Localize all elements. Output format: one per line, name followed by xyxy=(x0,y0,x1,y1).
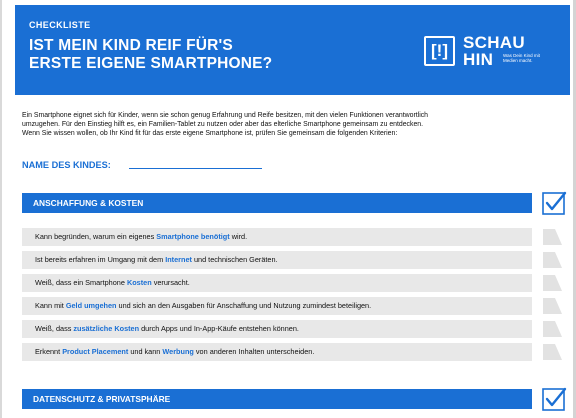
title-line-1: IST MEIN KIND REIF FÜR'S xyxy=(29,37,233,54)
section-header-datenschutz: DATENSCHUTZ & PRIVATSPHÄRE xyxy=(22,389,532,409)
checkbox-icon[interactable] xyxy=(541,228,563,246)
page-header xyxy=(15,5,570,95)
checkmark-square-icon xyxy=(541,386,567,412)
checklist-item: Erkennt Product Placement und kann Werbung von anderen Inhalten unterscheiden. xyxy=(22,343,532,361)
checkmark-square-icon xyxy=(541,190,567,216)
intro-line-2: umzugehen. Für den Einstieg hilft es, ein Familien-Tablet zu nutzen oder aber das elterliche Smartphone gemeinsam zu entdecken. xyxy=(22,121,424,129)
checkbox-icon[interactable] xyxy=(541,251,563,269)
intro-line-1: Ein Smartphone eignet sich für Kinder, wenn sie schon genug Erfahrung und Reife besitzen, mit den vielen Funktionen verantwortlich xyxy=(22,112,429,119)
checklist-item: Kann begründen, warum ein eigenes Smartphone benötigt wird. xyxy=(22,228,532,246)
checklist-item: Ist bereits erfahren im Umgang mit dem Internet und technischen Geräten. xyxy=(22,251,532,269)
intro-line-3: Wenn Sie wissen wollen, ob Ihr Kind fit für das erste eigene Smartphone ist, prüfen Sie gemeinsam die folgenden Kriterien: xyxy=(22,130,398,138)
child-name-label: NAME DES KINDES: xyxy=(22,160,111,170)
checkbox-icon[interactable] xyxy=(541,274,563,292)
logo-tagline: Was Dein Kind mit Medien macht. xyxy=(503,53,540,63)
logo-word-hin: HIN xyxy=(463,50,494,69)
title-line-2: ERSTE EIGENE SMARTPHONE? xyxy=(29,54,273,72)
intro-text xyxy=(22,111,542,139)
checklist-item: Kann mit Geld umgehen und sich an den Ausgaben für Anschaffung und Nutzung zumindest beteiligen. xyxy=(22,297,532,315)
checkbox-icon[interactable] xyxy=(541,297,563,315)
header-kicker: CHECKLISTE xyxy=(29,20,91,30)
page-title xyxy=(29,37,272,72)
page-edge xyxy=(0,0,2,418)
checkbox-icon[interactable] xyxy=(541,320,563,338)
child-name-field[interactable] xyxy=(129,168,262,169)
checklist-item: Weiß, dass ein Smartphone Kosten verursacht. xyxy=(22,274,532,292)
logo-bracket-icon: [!] xyxy=(424,36,455,66)
checklist-item: Weiß, dass zusätzliche Kosten durch Apps und In-App-Käufe entstehen können. xyxy=(22,320,532,338)
checkbox-icon[interactable] xyxy=(541,343,563,361)
logo-word-schau: SCHAU xyxy=(463,33,525,52)
schau-hin-logo xyxy=(424,32,564,74)
section-header-anschaffung: ANSCHAFFUNG & KOSTEN xyxy=(22,193,532,213)
